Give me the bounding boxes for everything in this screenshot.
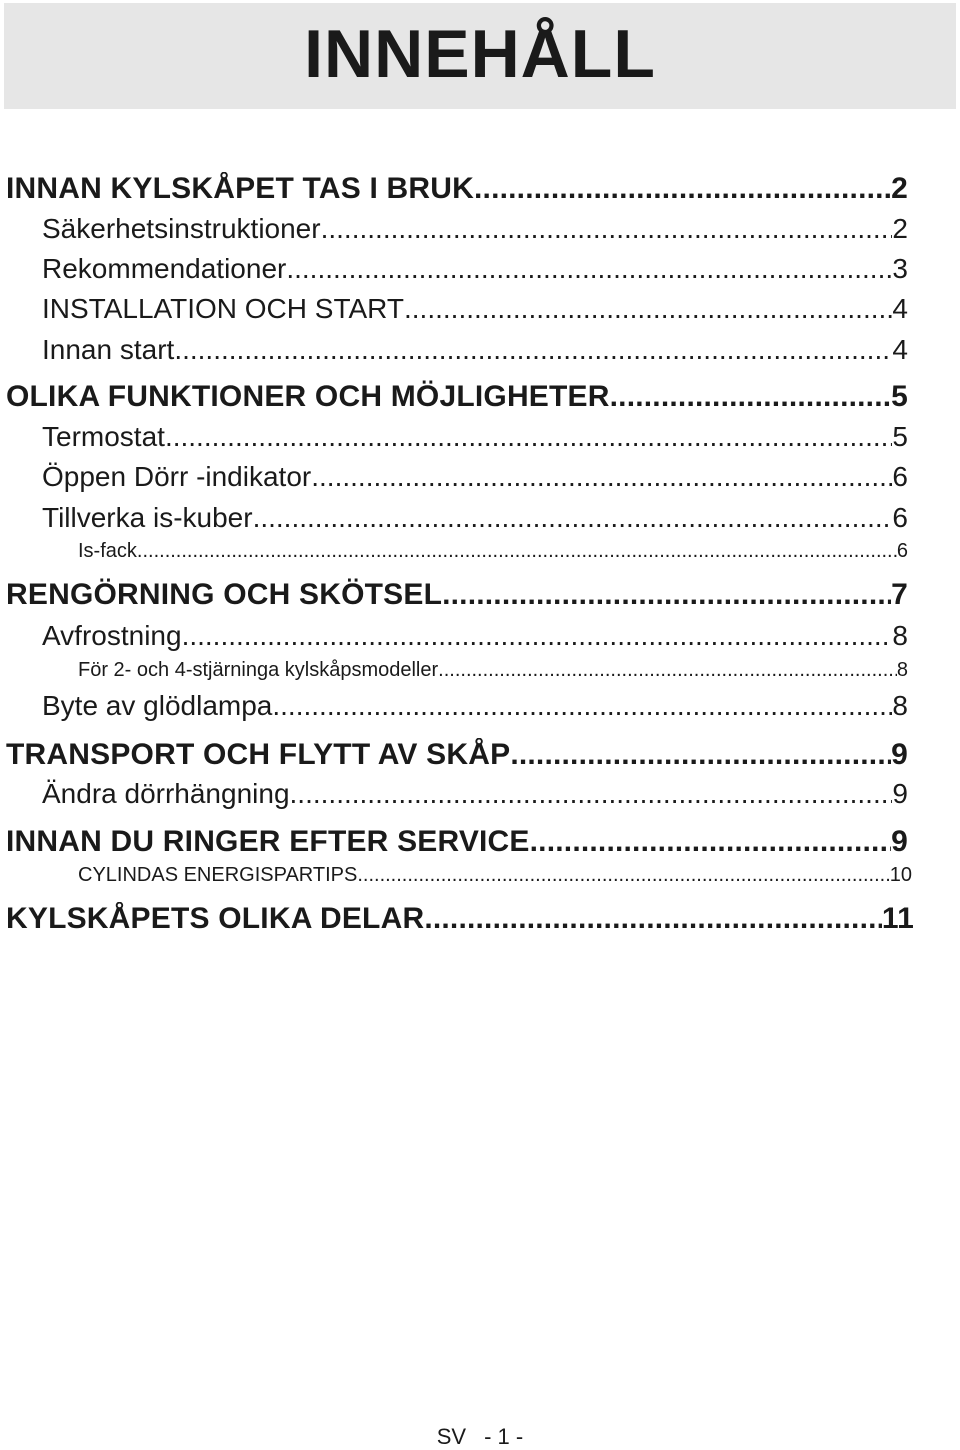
toc-entry-page: 3: [892, 253, 908, 284]
footer-language: SV: [436, 1424, 467, 1449]
toc-entry-page: 4: [892, 293, 908, 324]
toc-entry-label: Termostat: [42, 421, 165, 452]
toc-entry-label: INSTALLATION OCH START: [42, 293, 404, 324]
toc-entry-page: 4: [892, 334, 908, 365]
toc-entry[interactable]: [6, 578, 908, 612]
toc-entry-page: 11: [881, 902, 914, 935]
toc-entry-label: Is-fack: [78, 540, 137, 562]
toc-entry-label: Byte av glödlampa: [42, 690, 273, 721]
toc-entry-page: 10: [889, 864, 912, 886]
toc-entry[interactable]: [78, 864, 912, 887]
toc-entry[interactable]: [42, 778, 908, 810]
toc-entry-page: 8: [896, 659, 908, 681]
toc-entry[interactable]: [42, 502, 908, 534]
toc-entry-page: 2: [892, 213, 908, 244]
toc-entry-label: Tillverka is-kuber: [42, 502, 253, 533]
toc-entry[interactable]: [6, 380, 908, 414]
toc-entry-page: 5: [891, 380, 908, 413]
toc-entry-label: Säkerhetsinstruktioner: [42, 213, 321, 244]
toc-entry-page: 9: [891, 825, 908, 858]
toc-entry[interactable]: [42, 421, 908, 453]
toc-entry-label: INNAN KYLSKÅPET TAS I BRUK: [6, 172, 474, 205]
toc-entry-page: 8: [892, 690, 908, 721]
toc-entry-label: Öppen Dörr -indikator: [42, 461, 312, 492]
footer-page-number: - 1 -: [484, 1424, 524, 1449]
toc-entry-page: 9: [892, 778, 908, 809]
toc-entry-page: 5: [892, 421, 908, 452]
toc-entry[interactable]: [78, 540, 908, 563]
toc-entry-label: OLIKA FUNKTIONER OCH MÖJLIGHETER: [6, 380, 610, 413]
toc-entry-label: KYLSKÅPETS OLIKA DELAR: [6, 902, 425, 935]
toc-entry[interactable]: [6, 825, 908, 859]
toc-entry[interactable]: [42, 293, 908, 325]
toc-entry-label: Rekommendationer: [42, 253, 287, 284]
toc-entry-label: TRANSPORT OCH FLYTT AV SKÅP: [6, 738, 511, 771]
toc-entry-label: För 2- och 4-stjärninga kylskåpsmodeller: [78, 659, 439, 681]
toc-entry[interactable]: [42, 620, 908, 652]
page-title: INNEHÅLL: [304, 16, 656, 92]
toc-entry-label: INNAN DU RINGER EFTER SERVICE: [6, 825, 530, 858]
toc-entry[interactable]: [42, 690, 908, 722]
toc-entry[interactable]: [42, 334, 908, 366]
toc-entry[interactable]: [6, 738, 908, 772]
toc-entry[interactable]: [6, 172, 908, 206]
toc-entry[interactable]: [6, 902, 914, 936]
toc-entry-page: 6: [892, 502, 908, 533]
toc-entry-label: Ändra dörrhängning: [42, 778, 290, 809]
toc-entry-label: RENGÖRNING OCH SKÖTSEL: [6, 578, 443, 611]
toc-entry-page: 7: [891, 578, 908, 611]
toc-entry-label: CYLINDAS ENERGISPARTIPS: [78, 864, 358, 886]
toc-entry-label: Innan start: [42, 334, 175, 365]
toc-entry-page: 6: [892, 461, 908, 492]
toc-entry[interactable]: [42, 253, 908, 285]
toc-entry-page: 2: [891, 172, 908, 205]
toc-entry[interactable]: [42, 213, 908, 245]
toc-entry-page: 6: [896, 540, 908, 562]
toc-entry[interactable]: [42, 461, 908, 493]
page-footer: [0, 1424, 960, 1450]
toc-entry-page: 9: [891, 738, 908, 771]
toc-entry[interactable]: [78, 659, 908, 682]
toc-entry-page: 8: [892, 620, 908, 651]
toc-entry-label: Avfrostning: [42, 620, 182, 651]
